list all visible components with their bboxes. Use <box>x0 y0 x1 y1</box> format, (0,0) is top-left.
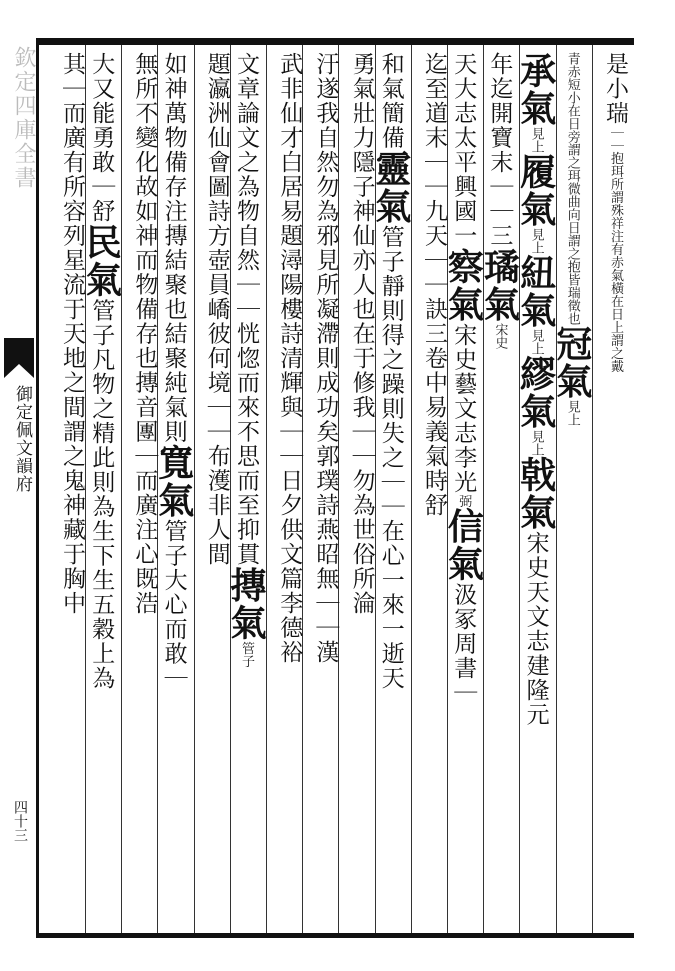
body-text: 汙遂我自然勿為邪見所凝滯則成功矣郭璞詩燕昭無｜｜漢 <box>312 52 339 665</box>
body-text: 題瀛洲仙會圖詩方壺員嶠彼何境｜｜布濩非人間 <box>203 52 230 567</box>
headword: 冠氣 <box>550 325 593 400</box>
annotation-text: 見上 <box>528 329 544 355</box>
headword: 信氣 <box>442 507 485 583</box>
text-column <box>51 52 83 927</box>
body-text: 天大志太平興國 <box>450 52 477 224</box>
body-text: ｜而廣注心既浩 <box>131 444 158 616</box>
text-column <box>340 52 375 927</box>
text-column <box>514 52 557 927</box>
body-text: 文章論文之為物自然｜｜恍惚而來不思而至抑貫 <box>232 52 259 567</box>
body-text: 九天｜｜訣三卷 <box>420 199 447 371</box>
annotation-text: 見上 <box>528 228 544 254</box>
book-title: 御定佩文韻府 <box>12 385 32 493</box>
headword: 繆氣 <box>514 355 557 430</box>
headword: 靈氣 <box>369 150 412 225</box>
headword: 摶氣 <box>224 566 267 642</box>
body-text: 一 <box>450 223 477 248</box>
annotation-text: 見上 <box>564 400 580 426</box>
body-text: 宋史藝文志李光 <box>450 323 477 495</box>
body-text: 汲冢周書｜ <box>450 582 477 705</box>
annotation-text: 見上 <box>528 430 544 456</box>
body-text: 宋史天文志建隆元 <box>522 531 549 727</box>
headword: 璚氣 <box>478 248 521 323</box>
headword: 民氣 <box>80 223 123 299</box>
text-column <box>304 52 339 927</box>
fishtail-mark-icon <box>4 338 34 378</box>
body-text: 如神萬物備存注摶結聚也結聚純氣則 <box>160 52 187 444</box>
annotation-text: 見上 <box>528 127 544 153</box>
text-column <box>196 52 228 927</box>
body-text: 勇氣壯力 <box>348 52 375 150</box>
body-text: 和氣簡備 <box>377 52 404 150</box>
column-divider <box>338 45 339 933</box>
annotation-text: 管子 <box>238 641 254 668</box>
page-number: 四十三 <box>12 800 28 842</box>
headword: 紐氣 <box>514 254 557 329</box>
text-column <box>152 52 195 927</box>
text-column <box>224 52 267 927</box>
annotation-text: ｜｜抱珥所謂殊祥注有赤氣橫在日上謂之戴 <box>607 125 623 373</box>
page-margin <box>4 40 34 935</box>
margin-top-text: 欽定四庫全書 <box>11 46 36 190</box>
text-column <box>594 52 626 927</box>
headword: 寬氣 <box>152 444 195 519</box>
column-divider <box>592 45 593 933</box>
column-divider <box>302 45 303 933</box>
body-text: 管子大心而敢｜ <box>160 519 187 691</box>
body-text: 其｜而廣有所容 <box>58 52 85 224</box>
text-column <box>478 52 521 927</box>
body-text: 迄至道末｜｜ <box>420 52 447 199</box>
headword: 承氣 <box>514 52 557 127</box>
column-divider <box>266 45 267 933</box>
text-column <box>123 52 158 927</box>
body-text: 隱子神仙亦人也在于修我｜｜勿為世俗所淪 <box>348 150 375 616</box>
headword: 察氣 <box>442 248 485 323</box>
body-text: 管子凡物之精此則為生下生五穀上為 <box>88 298 115 691</box>
body-text: 大又能勇敢｜舒 <box>88 52 115 224</box>
headword: 戟氣 <box>514 456 557 531</box>
headword: 履氣 <box>514 153 557 228</box>
body-text: 管子靜則得之躁則失之｜｜在心一來一逝天 <box>377 225 404 691</box>
body-text: 無所不變化故如神而物備存也摶音團 <box>131 52 158 444</box>
column-divider <box>121 45 122 933</box>
text-column <box>413 52 445 927</box>
body-text: 列星流于天地之間謂之鬼神藏于胸中 <box>58 223 85 616</box>
annotation-text: 青赤短小在日旁謂之珥微曲向日謂之抱皆瑞徵也 <box>564 52 580 325</box>
text-column <box>550 52 593 927</box>
text-column <box>369 52 412 927</box>
text-column <box>268 52 303 927</box>
body-text: 中易義氣時舒 <box>420 370 447 518</box>
text-column <box>442 52 485 927</box>
body-text: 是小瑞 <box>601 52 628 126</box>
body-text: 年迄開寶末｜｜三 <box>486 52 513 248</box>
text-column <box>80 52 123 927</box>
body-text: 武非仙才白居易題潯陽樓詩清輝與｜｜日夕供文篇李德裕 <box>276 52 303 665</box>
annotation-text: 宋史 <box>492 323 508 349</box>
annotation-text: 弼 <box>456 494 472 508</box>
